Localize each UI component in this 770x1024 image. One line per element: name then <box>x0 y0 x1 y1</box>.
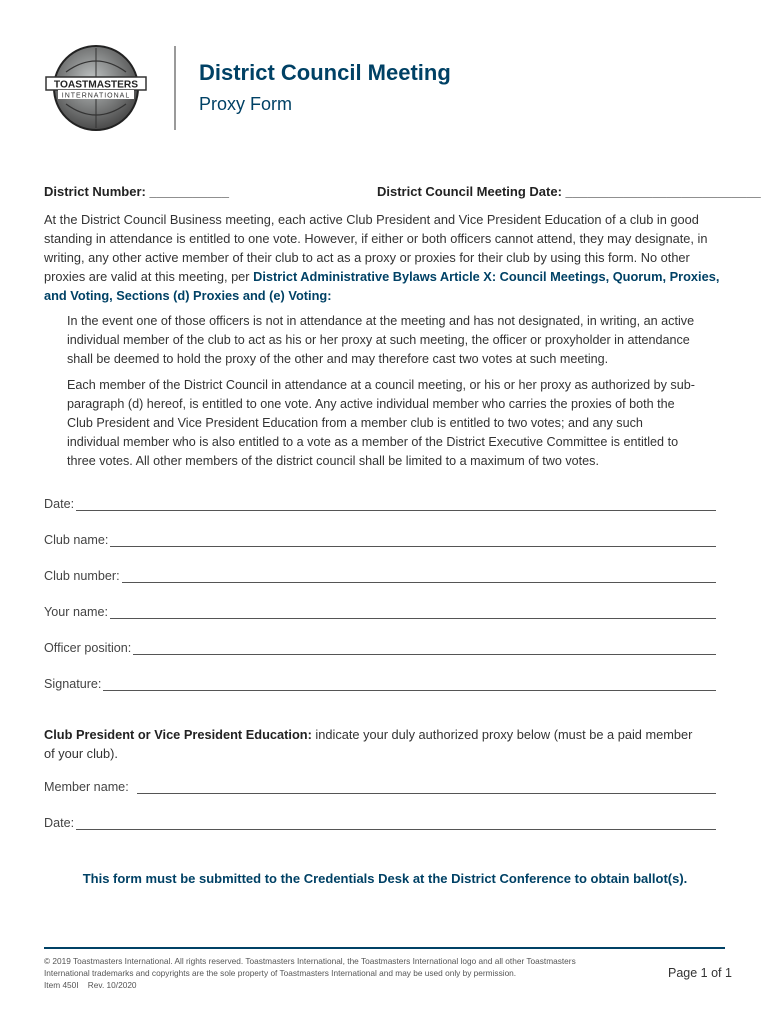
member-name-field[interactable] <box>44 780 716 794</box>
proxy-date-field[interactable] <box>44 816 716 830</box>
proxy-instructions-text: indicate your duly authorized proxy below (must be a paid member of your club). <box>44 727 693 761</box>
page-number: Page 1 of 1 <box>668 966 732 980</box>
your-name-input-line[interactable] <box>110 606 716 619</box>
signature-label: Signature: <box>44 677 102 691</box>
officer-position-field[interactable] <box>44 641 716 655</box>
proxy-instructions-bold: Club President or Vice President Education: <box>44 727 312 742</box>
your-name-label: Your name: <box>44 605 108 619</box>
page-title: District Council Meeting <box>199 60 451 85</box>
club-number-field[interactable] <box>44 569 716 583</box>
officer-position-input-line[interactable] <box>133 642 716 655</box>
bylaw-quote-d: In the event one of those officers is not in attendance at the meeting and has not designated, in writing, an active individual member of the club to act as his or her proxy at such meeting, the officer or proxyholder in attendance shall be deemed to hold the proxy of the other and may therefore cast two votes at such meeting. <box>67 314 695 366</box>
bylaw-quote-e: Each member of the District Council in attendance at a council meeting, or his or her proxy as authorized by sub-paragraph (d) hereof, is entitled to one vote. Any active individual member who carries the proxies of both the Club President and Vice President Education from a member club is entitled to two votes; and any such individual member who is also entitled to a vote as a member of the District Executive Committee is entitled to three votes. All other members of the district council shall be limited to a maximum of two votes. <box>67 378 695 468</box>
date-input-line[interactable] <box>76 498 716 511</box>
signature-input-line[interactable] <box>103 678 716 691</box>
copyright-notice <box>44 955 584 991</box>
member-name-input-line[interactable] <box>137 781 716 794</box>
signature-field[interactable] <box>44 677 716 691</box>
intro-paragraph <box>44 210 726 305</box>
club-number-label: Club number: <box>44 569 120 583</box>
logo-subtext: INTERNATIONAL <box>61 92 131 100</box>
your-name-field[interactable] <box>44 605 716 619</box>
copyright-line-1: © 2019 Toastmasters International. All rights reserved. Toastmasters International, the Toastmasters International logo and all other Toastmasters <box>44 956 576 966</box>
club-name-field[interactable] <box>44 533 716 547</box>
copyright-line-2: International trademarks and copyrights are the sole property of Toastmasters International and may be used only by permission. <box>44 968 517 978</box>
member-name-label: Member name: <box>44 780 129 794</box>
club-name-label: Club name: <box>44 533 109 547</box>
club-number-input-line[interactable] <box>122 570 716 583</box>
club-name-input-line[interactable] <box>110 534 716 547</box>
proxy-date-label: Date: <box>44 816 75 830</box>
toastmasters-logo <box>44 44 148 132</box>
header-divider <box>174 46 176 130</box>
logo-text: TOASTMASTERS <box>53 79 139 91</box>
footer-divider <box>44 947 725 949</box>
district-number-field[interactable]: District Number: ___________ <box>44 184 229 199</box>
item-revision: Item 450I Rev. 10/2020 <box>44 980 137 990</box>
proxy-instructions <box>44 725 704 763</box>
page-subtitle: Proxy Form <box>199 94 293 114</box>
officer-position-label: Officer position: <box>44 641 132 655</box>
intro-text: At the District Council Business meeting, each active Club President and Vice President Education of a club in good standing in attendance is entitled to one vote. However, if either or both officers cannot attend, they may designate, in writing, any other active member of their club to act as a proxy or proxies for their club by using this form. No other proxies are valid at this meeting, per <box>44 212 708 284</box>
date-field[interactable] <box>44 497 716 511</box>
submission-notice: This form must be submitted to the Credentials Desk at the District Conference to obtain ballot(s). <box>82 871 688 886</box>
date-label: Date: <box>44 497 75 511</box>
meeting-date-field[interactable]: District Council Meeting Date: ___________________________ <box>377 184 761 199</box>
bylaws-link[interactable]: District Administrative Bylaws Article X: Council Meetings, Quorum, Proxies, and Voting, Sections (d) Proxies and (e) Voting: <box>44 269 720 303</box>
proxy-date-input-line[interactable] <box>76 817 716 830</box>
